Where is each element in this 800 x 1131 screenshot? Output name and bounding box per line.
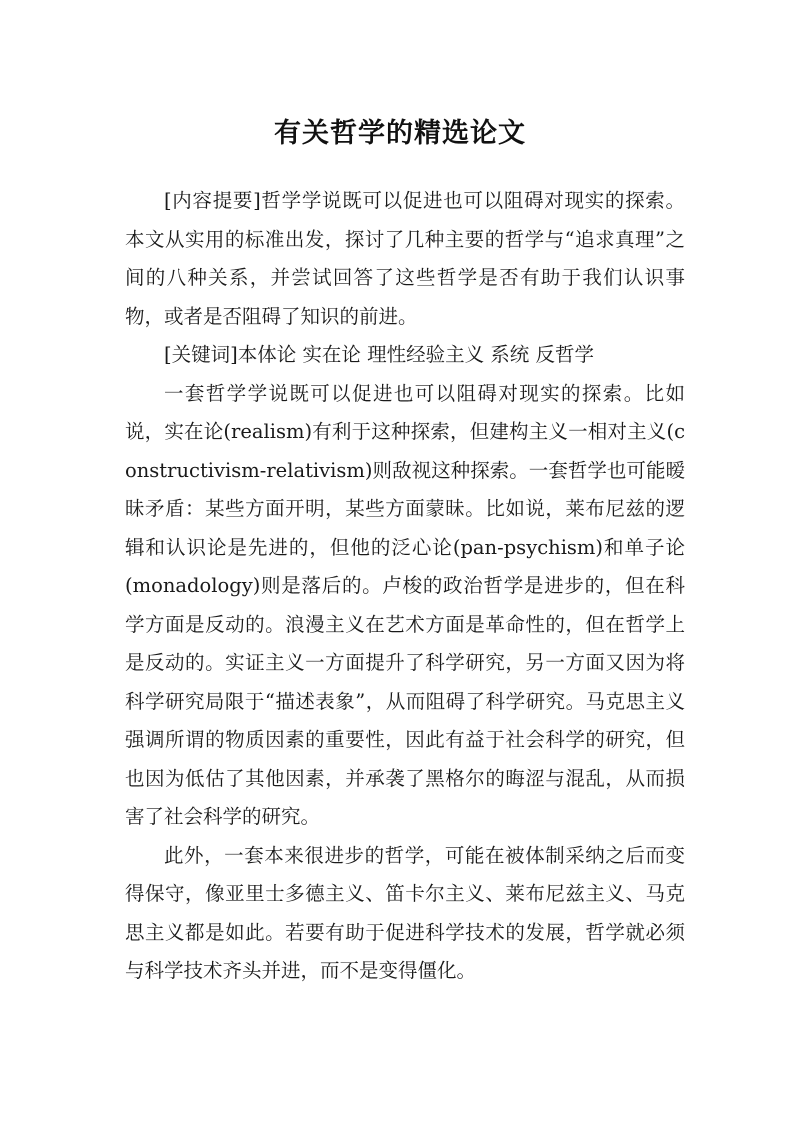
body-paragraph: 此外，一套本来很进步的哲学，可能在被体制采纳之后而变得保守，像亚里士多德主义、笛卡尔主义、莱布尼兹主义、马克思主义都是如此。若要有助于促进科学技术的发展，哲学就必须与科学技术齐头并进，而不是变得僵化。 xyxy=(125,843,685,982)
body-paragraph: 一套哲学学说既可以促进也可以阻碍对现实的探索。比如说，实在论(realism)有利于这种探索，但建构主义一相对主义(constructivism-relativism)则敌视这种探索。一套哲学也可能暧昧矛盾：某些方面开明，某些方面蒙昧。比如说，莱布尼兹的逻辑和认识论是先进的，但他的泛心论(pan-psychism)和单子论(monadology)则是落后的。卢梭的政治哲学是进步的，但在科学方面是反动的。浪漫主义在艺术方面是革命性的，但在哲学上是反动的。实证主义一方面提升了科学研究，另一方面又因为将科学研究局限于“描述表象”，从而阻碍了科学研究。马克思主义强调所谓的物质因素的重要性，因此有益于社会科学的研究，但也因为低估了其他因素，并承袭了黑格尔的晦涩与混乱，从而损害了社会科学的研究。 xyxy=(125,381,685,828)
keywords-paragraph: [关键词]本体论 实在论 理性经验主义 系统 反哲学 xyxy=(164,343,595,366)
abstract-paragraph: [内容提要]哲学学说既可以促进也可以阻碍对现实的探索。本文从实用的标准出发，探讨了几种主要的哲学与“追求真理”之间的八种关系，并尝试回答了这些哲学是否有助于我们认识事物，或者是否阻碍了知识的前进。 xyxy=(125,189,685,328)
document-body xyxy=(125,182,685,991)
document-title: 有关哲学的精选论文 xyxy=(274,118,526,150)
